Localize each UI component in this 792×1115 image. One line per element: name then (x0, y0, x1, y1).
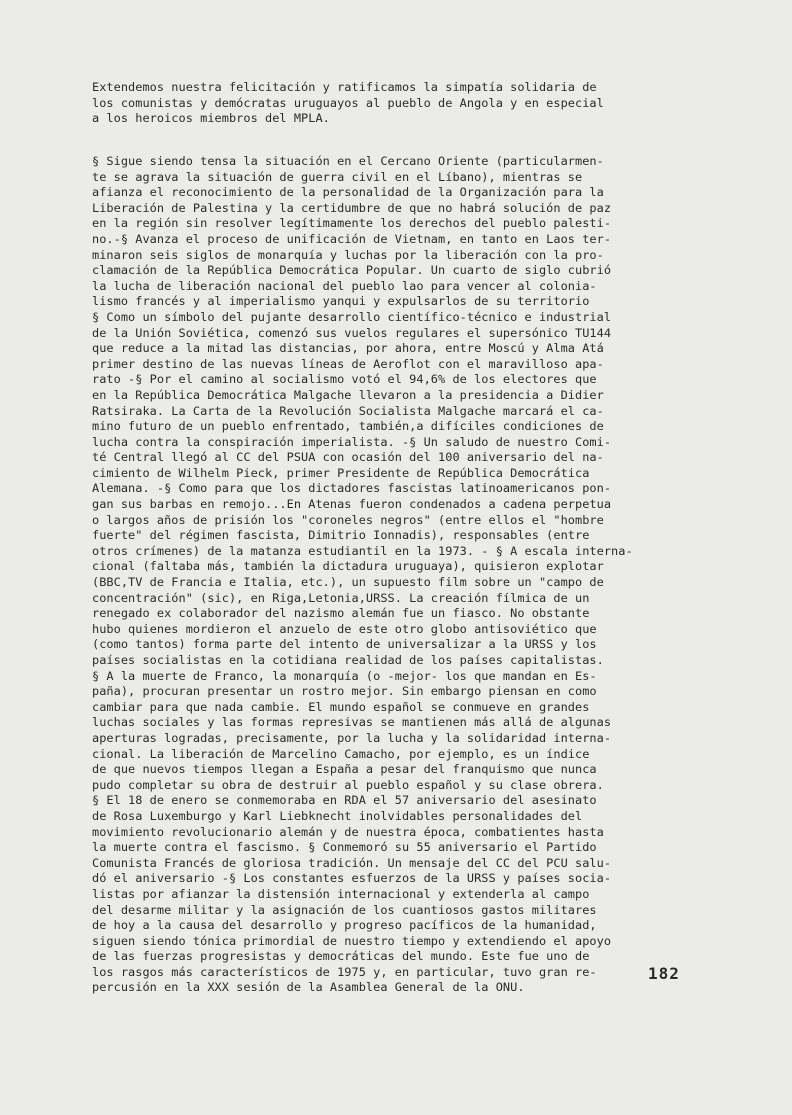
text-line: afianza el reconocimiento de la personalidad de la Organización para la (92, 185, 604, 200)
text-line: Extendemos nuestra felicitación y ratificamos la simpatía solidaria de (92, 80, 597, 94)
text-line: § A la muerte de Franco, la monarquía (o -mejor- los que mandan en Es- (92, 668, 597, 683)
text-line: de Rosa Luxemburgo y Karl Liebknecht inolvidables personalidades del (92, 808, 583, 823)
text-line: dó el aniversario -§ Los constantes esfuerzos de la URSS y países socia- (92, 871, 612, 886)
text-line: percusión en la XXX sesión de la Asamblea General de la ONU. (92, 980, 525, 995)
text-line: lismo francés y al imperialismo yanqui y expulsarlos de su territorio (92, 294, 590, 309)
text-line: (BBC,TV de Francia e Italia, etc.), un supuesto film sobre un "campo de (92, 575, 604, 590)
text-line: los comunistas y demócratas uruguayos al pueblo de Angola y en especial (92, 95, 604, 110)
text-line: cambiar para que nada cambie. El mundo español se conmueve en grandes (92, 699, 590, 714)
text-line: de las fuerzas progresistas y democráticas del mundo. Este fue uno de (92, 949, 590, 964)
text-line: siguen siendo tónica primordial de nuestro tiempo y extendiendo el apoyo (92, 933, 612, 948)
text-line: clamación de la República Democrática Popular. Un cuarto de siglo cubrió (92, 263, 612, 278)
text-line: cimiento de Wilhelm Pieck, primer Presidente de República Democrática (92, 465, 590, 480)
text-line: cional. La liberación de Marcelino Camacho, por ejemplo, es un índice (92, 746, 590, 761)
text-line: que reduce a la mitad las distancias, por ahora, entre Moscú y Alma Atá (92, 341, 604, 356)
text-line: paña), procuran presentar un rostro mejor. Sin embargo piensan en como (92, 684, 597, 699)
text-line: Ratsiraka. La Carta de la Revolución Socialista Malgache marcará el ca- (92, 403, 604, 418)
text-line: Liberación de Palestina y la certidumbre de que no habrá solución de paz (92, 200, 612, 215)
text-line: gan sus barbas en remojo...En Atenas fueron condenados a cadena perpetua (92, 497, 612, 512)
text-line: la lucha de liberación nacional del pueblo lao para vencer al colonia- (92, 278, 597, 293)
text-line: de hoy a la causa del desarrollo y progreso pacíficos de la humanidad, (92, 918, 597, 933)
text-line: listas por afianzar la distensión internacional y extenderla al campo (92, 886, 590, 901)
text-line: la muerte contra el fascismo. § Conmemoró su 55 aniversario el Partido (92, 840, 597, 855)
text-line: o largos años de prisión los "coroneles negros" (entre ellos el "hombre (92, 512, 604, 527)
text-line: fuerte" del régimen fascista, Dimitrio Ionnadis), responsables (entre (92, 528, 590, 543)
text-line: los rasgos más característicos de 1975 y, en particular, tuvo gran re- (92, 964, 597, 979)
text-line: en la República Democrática Malgache llevaron a la presidencia a Didier (92, 387, 604, 402)
text-line: minaron seis siglos de monarquía y luchas por la liberación con la pro- (92, 247, 604, 262)
paragraph-angola (92, 80, 724, 127)
text-line: té Central llegó al CC del PSUA con ocasión del 100 aniversario del na- (92, 450, 604, 465)
page-number: 182 (648, 964, 680, 983)
text-line: cional (faltaba más, también la dictadura uruguaya), quisieron explotar (92, 559, 604, 574)
text-line: Comunista Francés de gloriosa tradición. Un mensaje del CC del PCU salu- (92, 855, 612, 870)
text-line: no.-§ Avanza el proceso de unificación de Vietnam, en tanto en Laos ter- (92, 231, 612, 246)
text-line: te se agrava la situación de guerra civil en el Líbano), mientras se (92, 169, 583, 184)
text-line: países socialistas en la cotidiana realidad de los países capitalistas. (92, 653, 604, 667)
text-line: aperturas logradas, precisamente, por la lucha y la solidaridad interna- (92, 730, 612, 745)
text-line: § El 18 de enero se conmemoraba en RDA el 57 aniversario del asesinato (92, 793, 597, 808)
text-line: otros crímenes) de la matanza estudiantil en la 1973. - § A escala interna- (92, 543, 633, 558)
text-line: en la región sin resolver legítimamente los derechos del pueblo palesti- (92, 216, 612, 231)
text-line: § Como un símbolo del pujante desarrollo científico-técnico e industrial (92, 309, 612, 324)
text-line: lucha contra la conspiración imperialista. -§ Un saludo de nuestro Comi- (92, 434, 612, 449)
text-line: concentración" (sic), en Riga,Letonia,URSS. La creación fílmica de un (92, 590, 590, 605)
text-line: de que nuevos tiempos llegan a España a pesar del franquismo que nunca (92, 762, 597, 777)
text-line: pudo completar su obra de destruir al pueblo español y su clase obrera. (92, 777, 604, 792)
text-line: luchas sociales y las formas represivas se mantienen más allá de algunas (92, 715, 612, 730)
text-line: del desarme militar y la asignación de los cuantiosos gastos militares (92, 902, 597, 917)
text-line: de la Unión Soviética, comenzó sus vuelos regulares el supersónico TU144 (92, 325, 612, 340)
text-line: Alemana. -§ Como para que los dictadores fascistas latinoamericanos pon- (92, 481, 612, 496)
text-line: renegado ex colaborador del nazismo alemán fue un fiasco. No obstante (92, 606, 590, 621)
paragraph-world-news (92, 154, 724, 996)
text-line: rato -§ Por el camino al socialismo votó el 94,6% de los electores que (92, 372, 597, 387)
text-line: movimiento revolucionario alemán y de nuestra época, combatientes hasta (92, 824, 604, 839)
text-line: primer destino de las nuevas líneas de Aeroflot con el maravilloso apa- (92, 356, 604, 371)
text-line: a los heroicos miembros del MPLA. (92, 111, 330, 126)
text-line: (como tantos) forma parte del intento de universalizar a la URSS y los (92, 637, 597, 652)
text-line: § Sigue siendo tensa la situación en el Cercano Oriente (particularmen- (92, 154, 604, 168)
text-line: hubo quienes mordieron el anzuelo de este otro globo antisoviético que (92, 621, 597, 636)
text-line: mino futuro de un pueblo enfrentado, también,a difíciles condiciones de (92, 419, 604, 434)
